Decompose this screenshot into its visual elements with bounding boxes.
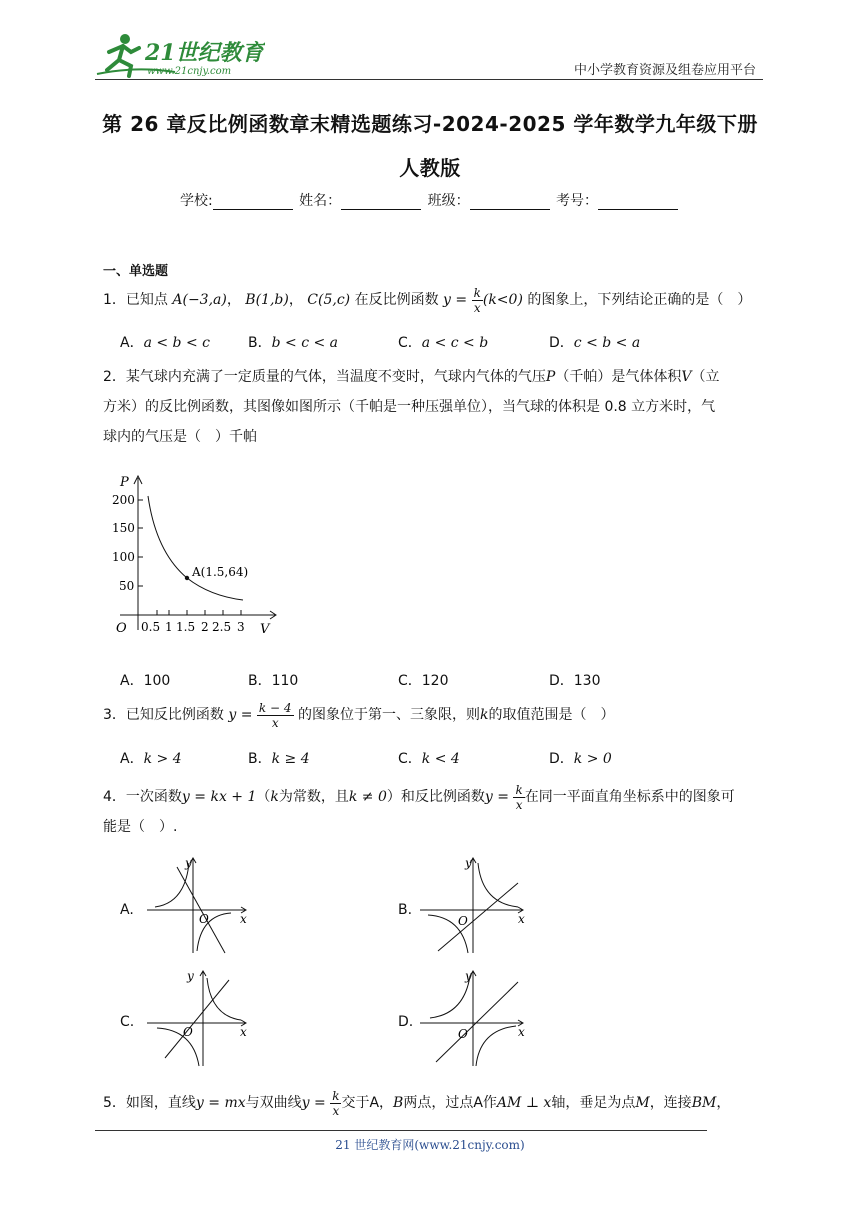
exam-no-blank[interactable] <box>598 195 678 210</box>
logo <box>95 30 265 80</box>
svg-text:x: x <box>240 1025 247 1039</box>
section-heading: 一、单选题 <box>103 264 169 279</box>
page-title-line2: 人教版 <box>399 156 461 180</box>
q4-graph-b[interactable] <box>418 855 528 959</box>
svg-text:O: O <box>183 1025 193 1039</box>
q2-option-b[interactable]: B．110 <box>248 673 299 689</box>
question-3: 3．已知反比例函数 y = $\frac{k - 4}{x}$ 的图象位于第一、三象限，则k的取值范围是（ ） <box>103 700 615 730</box>
point-a-label: A(1.5,64) <box>192 565 249 579</box>
svg-text:O: O <box>199 912 209 926</box>
y-tick: 200 <box>112 493 135 507</box>
svg-text:y: y <box>187 969 194 983</box>
x-tick: 1 <box>165 620 173 634</box>
exam-no-label: 考号： <box>556 193 599 209</box>
question-4: 4．一次函数y = kx + 1（k为常数，且k ≠ 0）和反比例函数y = $\frac{k}{x}$ 在同一平面直角坐标系中的图象可 能是（ ）. <box>103 782 735 835</box>
svg-text:y: y <box>465 856 472 870</box>
x-tick: 0.5 <box>141 620 161 634</box>
svg-text:O: O <box>458 914 468 928</box>
x-tick: 1.5 <box>176 620 196 634</box>
svg-text:x: x <box>518 1025 525 1039</box>
q1-option-c[interactable]: C．a < c < b <box>398 335 489 351</box>
header-divider <box>95 79 763 80</box>
question-1: 1．已知点 A(−3,a)， B(1,b)， C(5,c) 在反比例函数 y = $\frac{k}{x}$ (k<0) 的图象上，下列结论正确的是（ ） <box>103 285 752 315</box>
q2-option-a[interactable]: A．100 <box>120 673 171 689</box>
y-axis-label: P <box>120 475 129 490</box>
student-info <box>0 190 860 210</box>
q4-option-b-label[interactable]: B. <box>398 902 413 918</box>
y-tick: 50 <box>119 579 135 593</box>
point-a <box>185 576 189 580</box>
y-tick: 150 <box>112 521 135 535</box>
q1-option-a[interactable]: A．a < b < c <box>120 335 210 351</box>
q4-graph-c[interactable] <box>145 968 255 1072</box>
y-tick: 100 <box>112 550 135 564</box>
q4-graph-a[interactable] <box>145 855 255 959</box>
question-5: 5．如图，直线y = mx与双曲线y = $\frac{k}{x}$ 交于A，B两点，过点A作AM ⊥ x轴，垂足为点M，连接BM， <box>103 1088 731 1118</box>
x-tick: 2.5 <box>212 620 232 634</box>
q3-option-b[interactable]: B．k ≥ 4 <box>248 751 310 767</box>
x-tick: 2 <box>201 620 209 634</box>
page-title-line1: 第 26 章反比例函数章末精选题练习-2024-2025 学年数学九年级下册 <box>102 112 758 136</box>
svg-text:x: x <box>240 912 247 926</box>
svg-text:x: x <box>518 912 525 926</box>
name-blank[interactable] <box>341 195 421 210</box>
q1-option-d[interactable]: D．c < b < a <box>549 335 641 351</box>
name-label: 姓名： <box>299 193 342 209</box>
x-axis-label: V <box>260 622 270 637</box>
class-blank[interactable] <box>470 195 550 210</box>
q3-option-a[interactable]: A．k > 4 <box>120 751 182 767</box>
origin-label: O <box>116 621 127 636</box>
pressure-curve <box>148 496 243 600</box>
q2-graph <box>110 470 280 644</box>
q4-graph-d[interactable] <box>418 968 528 1072</box>
platform-label: 中小学教育资源及组卷应用平台 <box>574 63 757 78</box>
logo-text: 21世纪教育 <box>145 40 264 66</box>
footer-divider <box>95 1130 707 1131</box>
q2-option-c[interactable]: C．120 <box>398 673 449 689</box>
svg-text:y: y <box>465 969 472 983</box>
question-2: 2．某气球内充满了一定质量的气体，当温度不变时，气球内气体的气压P（千帕）是气体体积V（立 方米）的反比例函数，其图像如图所示（千帕是一种压强单位），当气球的体积是 0.8 立方米时，气 球内的气压是（ ）千帕 <box>103 369 720 445</box>
footer-link[interactable]: 21 世纪教育网(www.21cnjy.com) <box>335 1138 525 1152</box>
school-blank[interactable] <box>213 195 293 210</box>
school-label: 学校: <box>179 193 213 209</box>
q2-option-d[interactable]: D．130 <box>549 673 601 689</box>
svg-text:O: O <box>458 1027 468 1041</box>
class-label: 班级： <box>427 193 470 209</box>
svg-text:y: y <box>185 856 192 870</box>
q4-option-a-label[interactable]: A. <box>120 902 134 918</box>
x-tick: 3 <box>237 620 245 634</box>
q4-option-d-label[interactable]: D. <box>398 1014 414 1030</box>
q3-option-c[interactable]: C．k < 4 <box>398 751 460 767</box>
q1-option-b[interactable]: B．b < c < a <box>248 335 339 351</box>
q4-option-c-label[interactable]: C. <box>120 1014 135 1030</box>
q3-option-d[interactable]: D．k > 0 <box>549 751 612 767</box>
logo-url: www.21cnjy.com <box>147 66 232 77</box>
